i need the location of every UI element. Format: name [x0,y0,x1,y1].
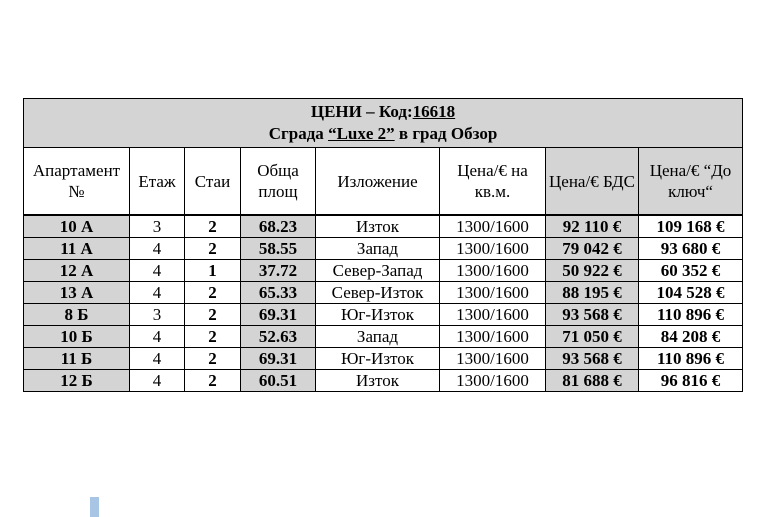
cell-apartment: 13 А [24,282,130,304]
cell-price-sqm: 1300/1600 [440,348,546,370]
table-title [24,99,743,148]
cell-price-sqm: 1300/1600 [440,304,546,326]
title-row [24,99,743,148]
cell-price-vat: 88 195 € [546,282,639,304]
cell-exposure: Юг-Изток [316,348,440,370]
cell-floor: 4 [130,348,185,370]
cell-price-sqm: 1300/1600 [440,238,546,260]
cell-apartment: 8 Б [24,304,130,326]
cell-floor: 4 [130,326,185,348]
cell-exposure: Север-Изток [316,282,440,304]
cell-price-key: 109 168 € [639,215,743,238]
cell-apartment: 11 Б [24,348,130,370]
title-line-1 [24,101,742,123]
cell-apartment: 12 Б [24,370,130,392]
cell-rooms: 1 [185,260,241,282]
header-price-key: Цена/€ “До ключ“ [639,148,743,216]
cell-rooms: 2 [185,370,241,392]
table-row [24,348,743,370]
cell-apartment: 10 А [24,215,130,238]
table-row [24,215,743,238]
table-body [24,215,743,392]
cell-area: 52.63 [241,326,316,348]
cell-price-sqm: 1300/1600 [440,370,546,392]
building-prefix: Сграда [268,124,329,143]
cell-exposure: Запад [316,238,440,260]
table-row [24,238,743,260]
cell-price-key: 110 896 € [639,304,743,326]
cell-area: 58.55 [241,238,316,260]
cell-area: 69.31 [241,348,316,370]
cell-exposure: Запад [316,326,440,348]
cell-price-vat: 93 568 € [546,304,639,326]
cell-price-vat: 81 688 € [546,370,639,392]
cell-rooms: 2 [185,238,241,260]
property-code: 16618 [412,102,456,121]
table-row [24,326,743,348]
cell-floor: 3 [130,304,185,326]
cell-price-key: 110 896 € [639,348,743,370]
cell-rooms: 2 [185,348,241,370]
cell-price-key: 60 352 € [639,260,743,282]
cell-price-sqm: 1300/1600 [440,260,546,282]
cell-area: 65.33 [241,282,316,304]
cell-floor: 4 [130,238,185,260]
title-line-2 [24,123,742,145]
cell-price-vat: 92 110 € [546,215,639,238]
cell-price-key: 104 528 € [639,282,743,304]
cell-exposure: Изток [316,215,440,238]
cell-area: 69.31 [241,304,316,326]
header-row [24,148,743,216]
cell-exposure: Изток [316,370,440,392]
header-apartment: Апартамент № [24,148,130,216]
cell-price-sqm: 1300/1600 [440,326,546,348]
cell-price-key: 93 680 € [639,238,743,260]
cell-floor: 4 [130,370,185,392]
cell-price-vat: 93 568 € [546,348,639,370]
cell-exposure: Юг-Изток [316,304,440,326]
table-row [24,260,743,282]
header-area: Обща площ [241,148,316,216]
cell-apartment: 10 Б [24,326,130,348]
table-row [24,304,743,326]
cell-rooms: 2 [185,304,241,326]
cell-apartment: 11 А [24,238,130,260]
table-row [24,370,743,392]
header-exposure: Изложение [316,148,440,216]
title-prefix: ЦЕНИ – Код: [310,102,413,121]
cell-price-vat: 71 050 € [546,326,639,348]
cell-area: 37.72 [241,260,316,282]
table-row [24,282,743,304]
cell-rooms: 2 [185,282,241,304]
building-name: “Luxe 2” [328,124,395,143]
price-table [23,98,743,392]
cell-rooms: 2 [185,215,241,238]
header-price-sqm: Цена/€ на кв.м. [440,148,546,216]
cell-exposure: Север-Запад [316,260,440,282]
cell-area: 60.51 [241,370,316,392]
cell-price-key: 84 208 € [639,326,743,348]
cell-price-key: 96 816 € [639,370,743,392]
cell-price-vat: 50 922 € [546,260,639,282]
cell-floor: 3 [130,215,185,238]
cell-price-sqm: 1300/1600 [440,282,546,304]
header-rooms: Стаи [185,148,241,216]
cell-floor: 4 [130,282,185,304]
header-floor: Етаж [130,148,185,216]
building-location: в град Обзор [394,124,498,143]
text-cursor [90,497,99,517]
cell-area: 68.23 [241,215,316,238]
cell-floor: 4 [130,260,185,282]
cell-price-vat: 79 042 € [546,238,639,260]
cell-apartment: 12 А [24,260,130,282]
cell-price-sqm: 1300/1600 [440,215,546,238]
cell-rooms: 2 [185,326,241,348]
header-price-vat: Цена/€ БДС [546,148,639,216]
